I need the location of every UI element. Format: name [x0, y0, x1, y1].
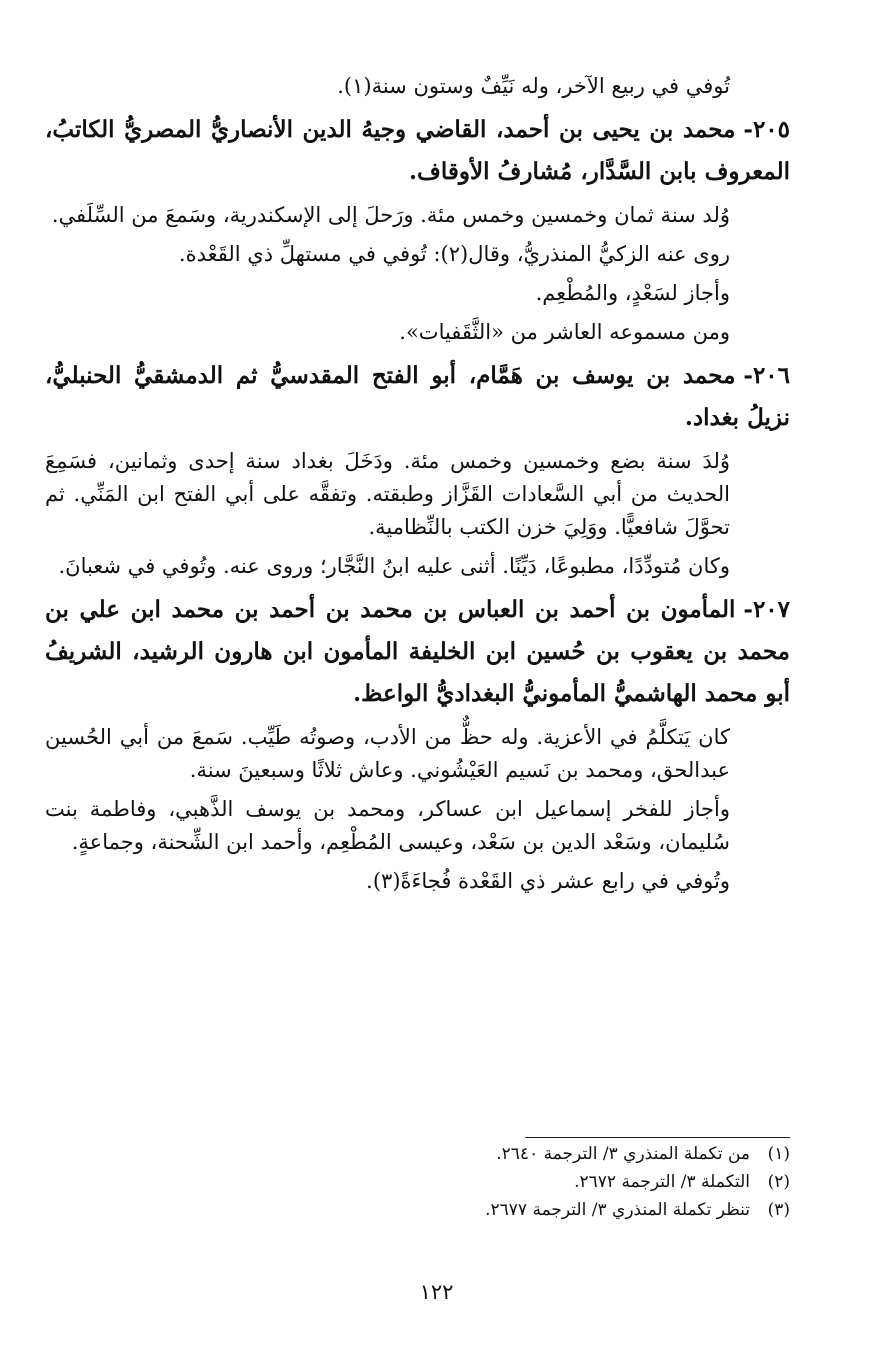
page-number: ١٢٢	[419, 1280, 454, 1304]
entry-206-title: محمد بن يوسف بن هَمَّام، أبو الفتح المقدسيُّ ثم الدمشقيُّ الحنبليُّ، نزيلُ بغداد.	[45, 362, 790, 431]
footnote-2	[45, 1168, 790, 1196]
entry-205-paragraph-3: وأجاز لسَعْدٍ، والمُطْعِم.	[535, 281, 730, 305]
footnote-divider	[525, 1137, 790, 1138]
footnote-text: تنظر تكملة المنذري ٣/ الترجمة ٢٦٧٧.	[485, 1200, 750, 1220]
entry-207-number: ٢٠٧-	[743, 596, 790, 623]
entry-206-paragraph-2: وكان مُتودِّدًا، مطبوعًا، دَيِّنًا. أثنى عليه ابنُ النَّجَّار؛ وروى عنه. وتُوفي في شعبانَ.	[58, 554, 730, 578]
entry-207-title: المأمون بن أحمد بن العباس بن محمد بن أحمد بن محمد ابن علي بن محمد بن يعقوب بن حُسين ابن الخليفة المأمون ابن هارون الرشيد، الشريفُ أبو محمد الهاشميُّ المأمونيُّ البغداديُّ الواعظ.	[45, 596, 790, 707]
footnote-mark: (٣)	[767, 1200, 790, 1220]
entry-206-paragraph-1: وُلدَ سنة بضع وخمسين وخمس مئة. ودَخَلَ بغداد سنة إحدى وثمانين، فسَمِعَ الحديث من أبي السَّعادات القَزَّاز وطبقته. وتفقَّه على أبي الفتح ابن المَنِّي. ثم تحوَّلَ شافعيًّا. ووَلِيَ خزن الكتب بالنِّظامية.	[45, 449, 730, 539]
footnote-text: التكملة ٣/ الترجمة ٢٦٧٢.	[574, 1172, 750, 1192]
footnote-mark: (٢)	[767, 1172, 790, 1192]
entry-205-title: محمد بن يحيى بن أحمد، القاضي وجيهُ الدين الأنصاريُّ المصريُّ الكاتبُ، المعروف بابن السَّدَّار، مُشارفُ الأوقاف.	[45, 116, 790, 185]
entry-205-paragraph-1: وُلد سنة ثمان وخمسين وخمس مئة. ورَحلَ إلى الإسكندرية، وسَمعَ من السِّلَفي.	[51, 203, 730, 227]
entry-205-number: ٢٠٥-	[743, 116, 790, 143]
entry-206-number: ٢٠٦-	[743, 362, 790, 389]
footnote-mark: (١)	[767, 1144, 790, 1164]
entry-207-paragraph-2: وأجاز للفخر إسماعيل ابن عساكر، ومحمد بن يوسف الذَّهبي، وفاطمة بنت سُليمان، وسَعْد الدين بن سَعْد، وعيسى المُطْعِم، وأحمد ابن الشِّحنة، وجماعةٍ.	[45, 797, 730, 854]
entry-207-heading	[45, 589, 790, 715]
footnote-1	[45, 1140, 790, 1168]
entry-206-heading	[45, 355, 790, 439]
paragraph-end-of-previous-entry: تُوفي في ربيع الآخر، وله نَيِّفٌ وستون سنة(١).	[337, 74, 730, 98]
entry-205-paragraph-2: روى عنه الزكيُّ المنذريُّ، وقال(٢): تُوفي في مستهلِّ ذي القَعْدة.	[178, 242, 730, 266]
footnote-3	[45, 1196, 790, 1224]
page-body	[45, 70, 790, 904]
entry-207-paragraph-3: وتُوفي في رابع عشر ذي القَعْدة فُجاءَةً(٣).	[366, 869, 730, 893]
footnotes	[45, 1140, 790, 1224]
entry-205-heading	[45, 109, 790, 193]
entry-207-paragraph-1: كان يَتكلَّمُ في الأعزية. وله حظٌّ من الأدب، وصوتُه طَيِّب. سَمعَ من أبي الحُسين عبدالحق، ومحمد بن نَسيم العَيْشُوني. وعاش ثلاثًا وسبعينَ سنة.	[45, 725, 730, 782]
footnote-text: من تكملة المنذري ٣/ الترجمة ٢٦٤٠.	[496, 1144, 750, 1164]
entry-205-paragraph-4: ومن مسموعه العاشر من «الثَّقَفيات».	[399, 320, 730, 344]
